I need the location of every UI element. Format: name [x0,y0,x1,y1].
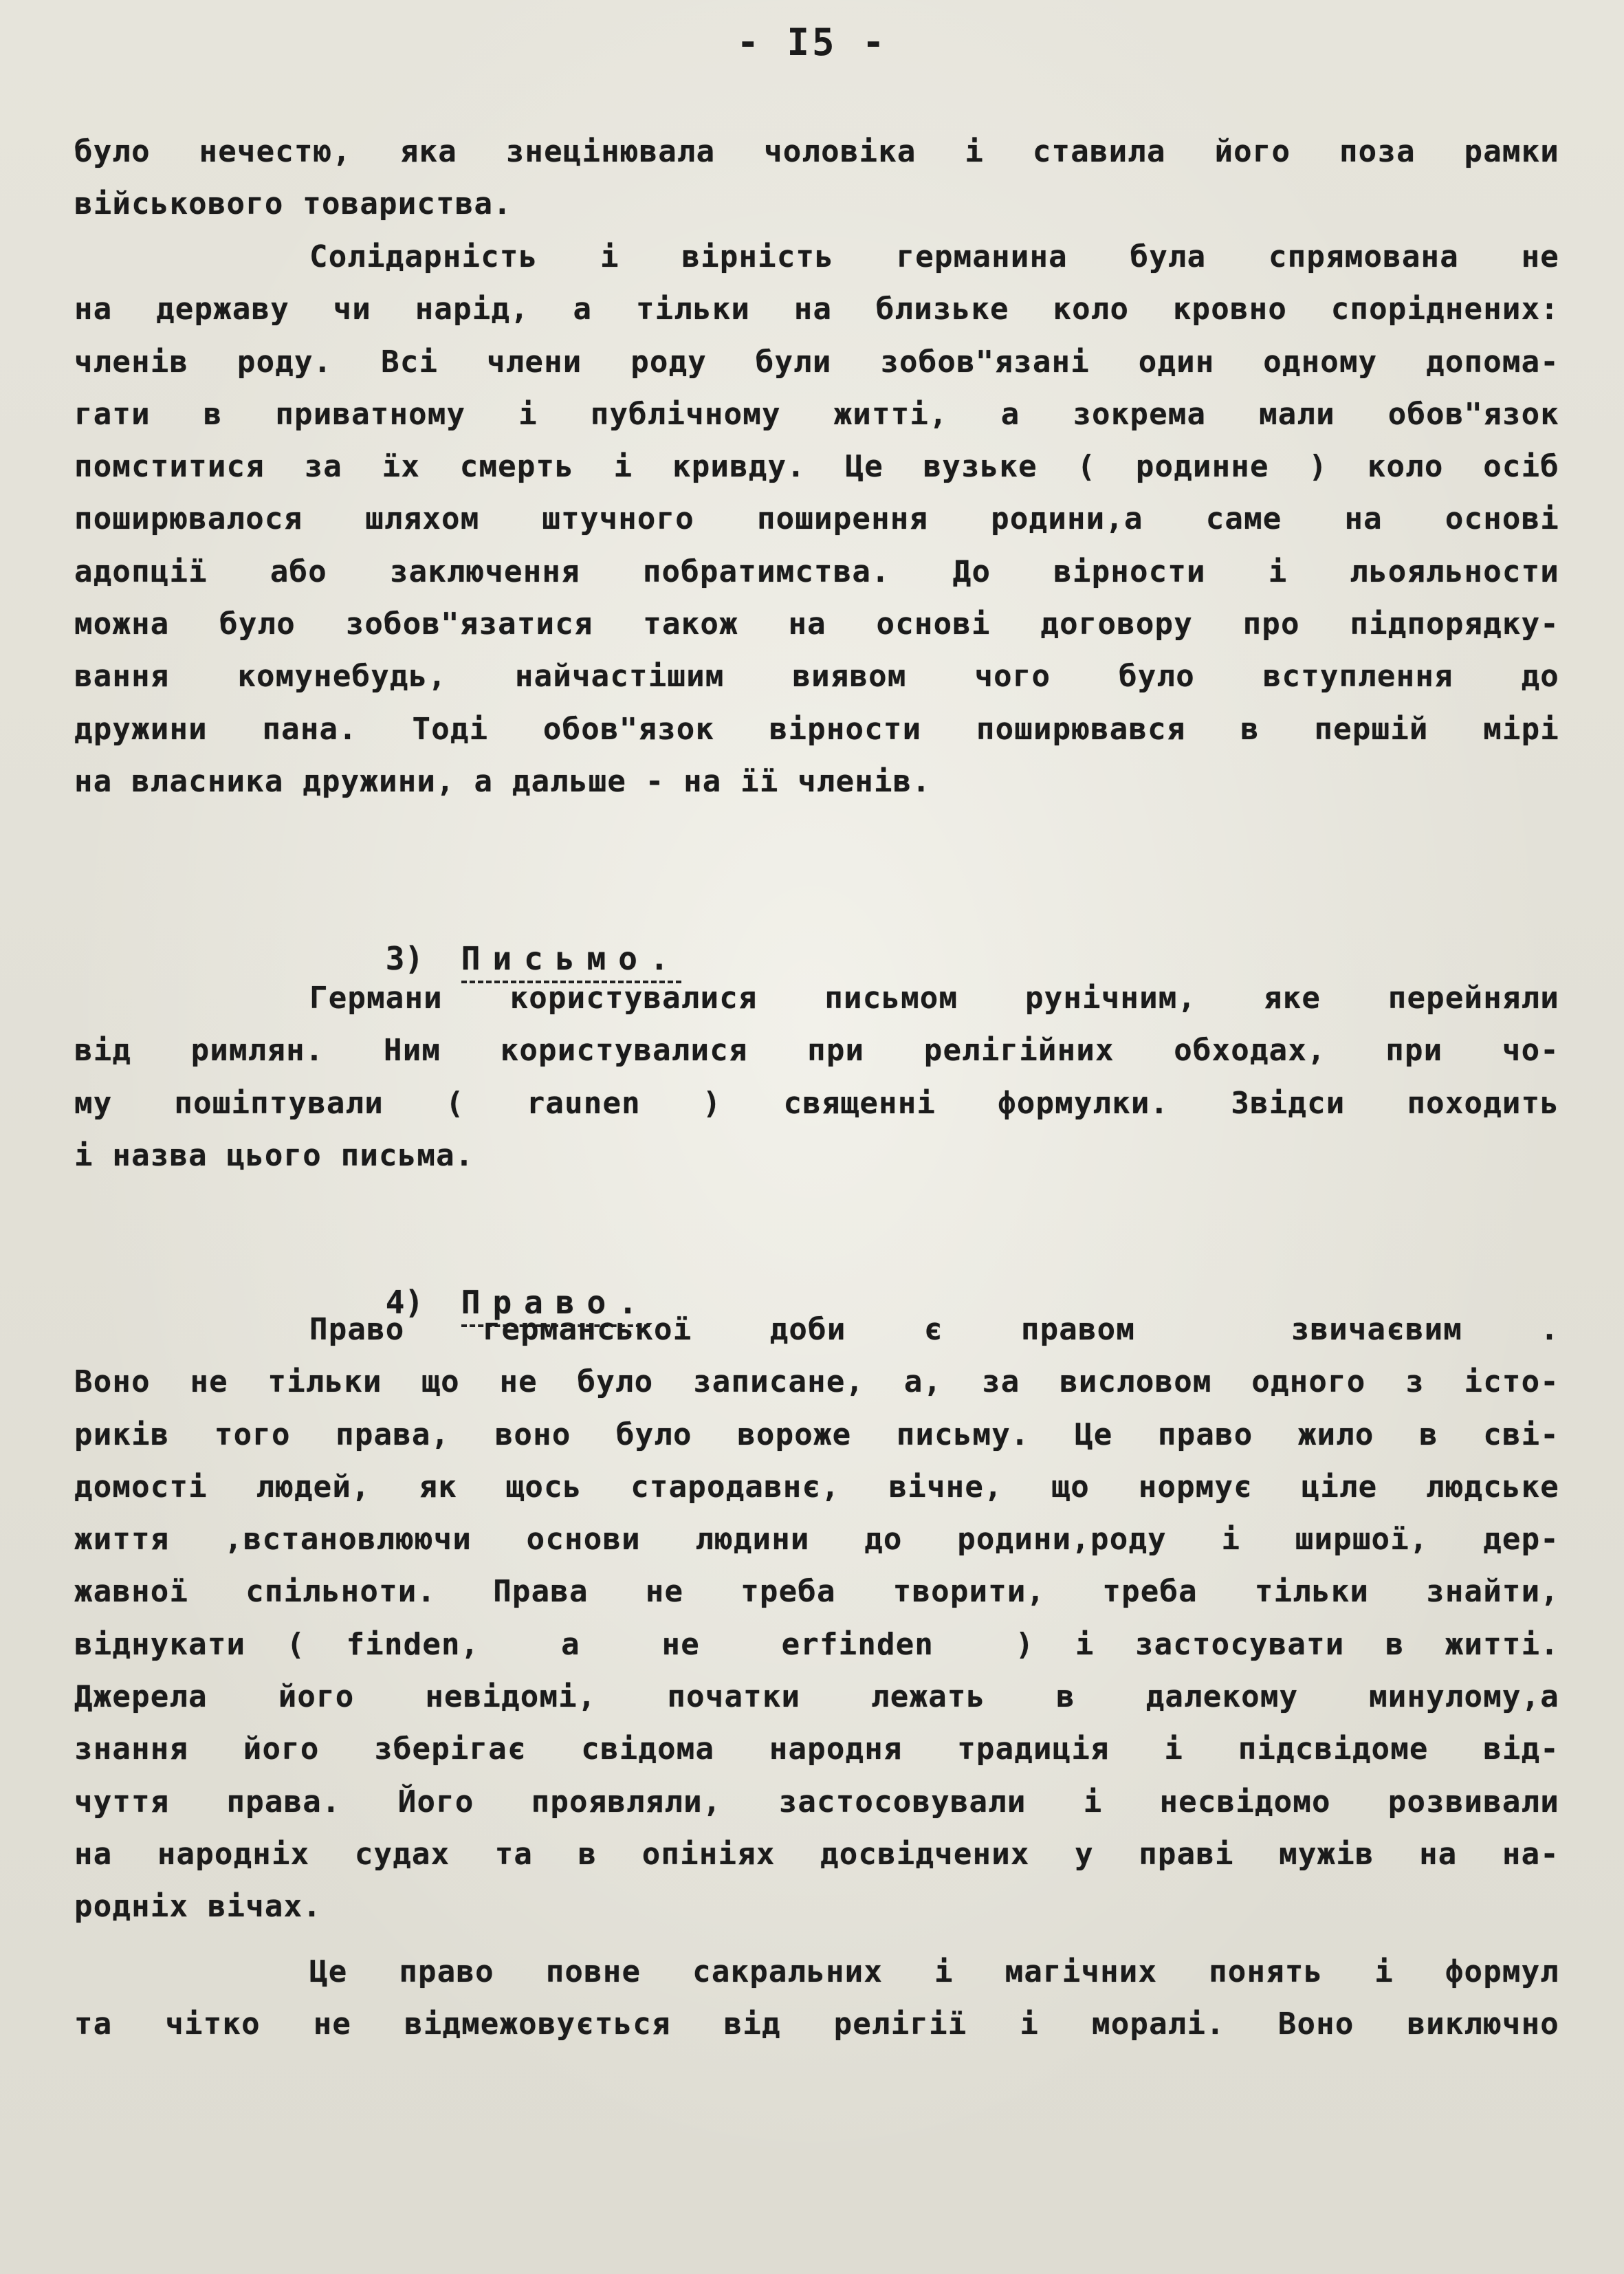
text-line: родніх вічах. [74,1889,322,1925]
paragraph-customary-law [74,1304,1559,1934]
text-line: Джерела його невідомі, початки лежать в далекому минулому,а [74,1679,1559,1715]
text-line: Воно не тільки що не було записане, а, за висловом одного з істо- [74,1364,1559,1400]
section-heading-writing [309,876,681,977]
text-line: військового товариства. [74,186,512,222]
section-number: 4) [385,1284,424,1321]
text-line: вання комунебудь, найчастішим виявом чого було вступлення до [74,659,1559,695]
text-line: му пошіптували ( raunen ) священні формулки. Звідси походить [74,1085,1559,1121]
text-line: помститися за їх смерть і кривду. Це вузьке ( родинне ) коло осіб [74,449,1559,485]
paragraph-solidarity [74,231,1559,808]
section-number: 3) [385,940,424,977]
text-line: Германи користувалися письмом рунічним, яке перейняли [309,981,1559,1016]
text-line: на власника дружини, а дальше - на її членів. [74,763,932,799]
text-line: знання його зберігає свідома народня традиція і підсвідоме від- [74,1731,1559,1767]
text-line: від римлян. Ним користувалися при релігійних обходах, при чо- [74,1033,1559,1069]
paragraph-continuation [74,126,1559,231]
text-line: членів роду. Всі члени роду були зобов"язані один одному допома- [74,344,1559,380]
text-line: Право германської доби є правом звичаєвим . [309,1312,1559,1347]
section-title: Письмо. [461,938,681,983]
text-line: гати в приватному і публічному житті, а зокрема мали обов"язок [74,396,1559,432]
text-line: жавної спільноти. Права не треба творити, треба тільки знайти, [74,1574,1559,1610]
paragraph-runes [74,972,1559,1182]
text-line: адопції або заключення побратимства. До вірности і льояльности [74,554,1559,589]
text-line: чуття права. Його проявляли, застосовували і несвідомо розвивали [74,1784,1559,1819]
text-line: життя ,встановлюючи основи людини до родини,роду і ширшої, дер- [74,1522,1559,1557]
text-line: Солідарність і вірність германина була спрямована не [309,239,1559,274]
text-line: Це право повне сакральних і магічних понять і формул [309,1954,1559,1989]
text-line: дружини пана. Тоді обов"язок вірности поширювався в першій мірі [74,711,1559,747]
section-title: Право. [461,1282,650,1327]
section-heading-law [309,1220,650,1321]
text-line: та чітко не відмежовується від релігії і моралі. Воно виключно [74,2007,1559,2042]
text-line: і назва цього письма. [74,1137,474,1173]
paragraph-sacral-law [74,1946,1559,2051]
text-line: домості людей, як щось стародавнє, вічне, що нормує ціле людське [74,1469,1559,1505]
text-line: поширювалося шляхом штучного поширення родини,а саме на основі [74,501,1559,537]
text-line: можна було зобов"язатися також на основі договору про підпорядку- [74,606,1559,642]
text-line: віднукати ( finden, a не erfinden ) і застосувати в житті. [74,1626,1559,1662]
text-line: було нечестю, яка знецінювала чоловіка і ставила його поза рамки [74,134,1559,169]
text-line: риків того права, воно було вороже письму. Це право жило в сві- [74,1417,1559,1452]
page-number: - I5 - [736,21,888,64]
text-line: на державу чи нарід, а тільки на близьке коло кровно споріднених: [74,292,1559,327]
text-line: на народніх судах та в опініях досвідчених у праві мужів на на- [74,1836,1559,1872]
